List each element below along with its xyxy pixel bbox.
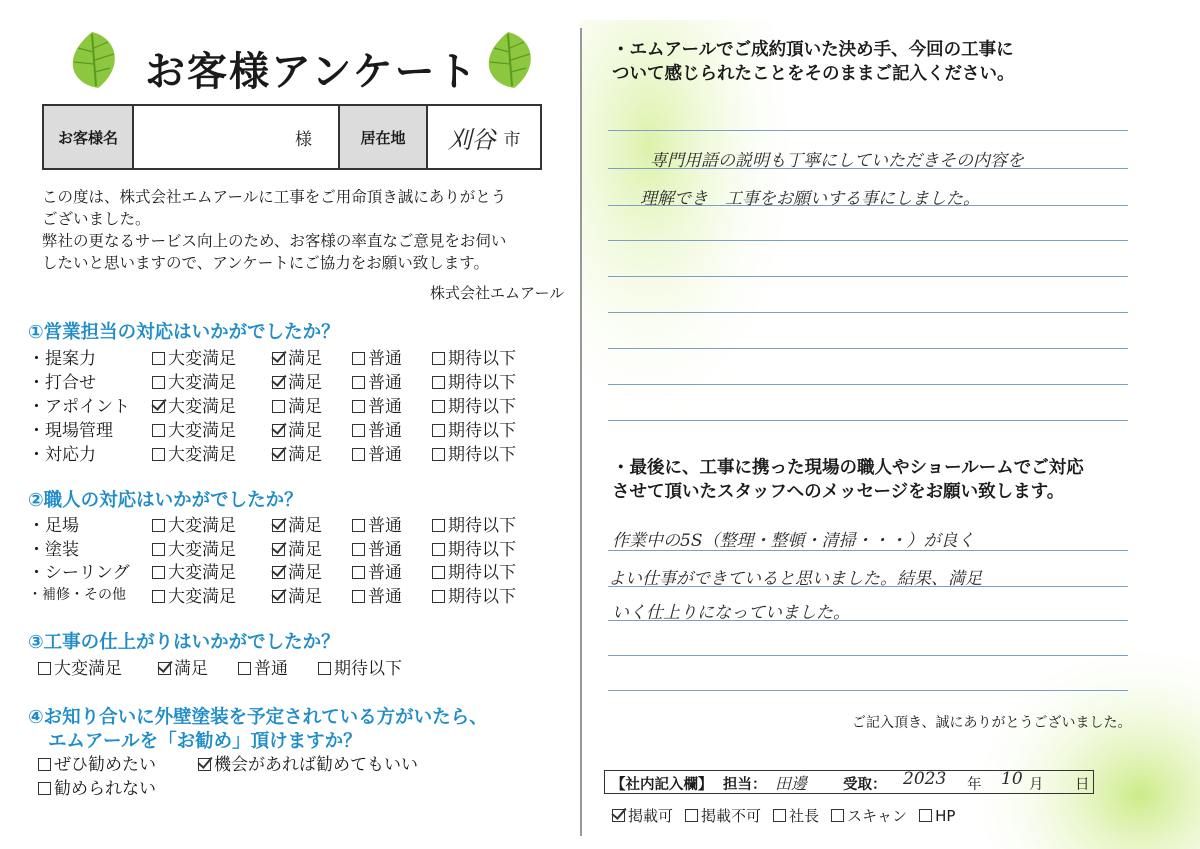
page-title: お客様アンケート: [145, 49, 479, 95]
option-checkbox[interactable]: [432, 392, 516, 417]
option-label: 普通: [254, 659, 288, 679]
option-checkbox[interactable]: [152, 582, 236, 607]
row-label: ・打合せ: [28, 373, 96, 393]
checkbox-icon[interactable]: [38, 782, 51, 795]
check-label: 掲載可: [628, 807, 674, 825]
right-q1-line2: ついて感じられたことをそのままご記入ください。: [612, 64, 1015, 84]
right-q2-line2: させて頂いたスタッフへのメッセージをお願い致します。: [612, 482, 1065, 502]
checkbox-icon[interactable]: [432, 566, 445, 579]
question-row: [28, 511, 558, 536]
customer-name-field[interactable]: [134, 106, 340, 168]
right-q1-answer-line: 理解でき 工事をお願いする事にしました。: [640, 189, 980, 209]
writing-line: [608, 240, 1128, 241]
company-name: 株式会社エムアール: [430, 284, 565, 302]
checkbox-icon[interactable]: [272, 566, 285, 579]
option-checkbox[interactable]: [318, 654, 402, 679]
publication-checks: [612, 805, 967, 826]
row-label: ・シーリング: [28, 563, 130, 583]
option-checkbox[interactable]: [152, 535, 236, 560]
publication-check[interactable]: [685, 807, 761, 825]
question-row: [28, 416, 558, 441]
q3-options: [38, 654, 568, 679]
option-label: 期待以下: [448, 397, 516, 417]
option-label: 期待以下: [448, 373, 516, 393]
writing-line: [608, 348, 1128, 349]
option-label: 満足: [174, 659, 208, 679]
option-checkbox[interactable]: [158, 654, 208, 679]
check-label: 掲載不可: [701, 807, 762, 825]
leaf-icon-left: [58, 28, 126, 92]
option-checkbox[interactable]: [432, 416, 516, 441]
q4-options-row1: [38, 750, 568, 775]
writing-line: [608, 690, 1128, 691]
checkbox-icon[interactable]: [158, 662, 171, 675]
tantou-label: 担当：: [723, 777, 767, 793]
year-value: 2023: [903, 769, 947, 789]
day-unit: 日: [1075, 777, 1090, 793]
option-checkbox[interactable]: [198, 750, 418, 775]
option-label: 期待以下: [448, 563, 516, 583]
option-checkbox[interactable]: [352, 582, 402, 607]
check-label: 社長: [789, 807, 820, 825]
intro-line: この度は、株式会社エムアールに工事をご用命頂き誠にありがとう: [42, 188, 507, 206]
right-q2-line1: ・最後に、工事に携った現場の職人やショールームでご対応: [612, 458, 1084, 478]
intro-line: 弊社の更なるサービス向上のため、お客様の率直なご意見をお伺い: [42, 232, 507, 250]
option-label: 大変満足: [168, 563, 236, 583]
checkbox-icon[interactable]: [352, 519, 365, 532]
writing-line: [608, 130, 1128, 131]
checkbox-icon[interactable]: [352, 376, 365, 389]
checkbox-icon[interactable]: [432, 400, 445, 413]
checkbox-icon[interactable]: [272, 400, 285, 413]
checkbox-icon[interactable]: [352, 352, 365, 365]
residence-field[interactable]: [428, 106, 540, 168]
option-label: 普通: [368, 539, 402, 560]
option-checkbox[interactable]: [238, 654, 288, 679]
option-label: 期待以下: [448, 539, 516, 560]
option-checkbox[interactable]: [38, 654, 122, 679]
option-label: 機会があれば勧めてもいい: [214, 755, 418, 775]
customer-info-table: [42, 104, 542, 170]
option-checkbox[interactable]: [272, 511, 322, 536]
q4-options-row2: [38, 774, 568, 799]
checkbox-icon[interactable]: [152, 376, 165, 389]
thanks-text: ご記入頂き、誠にありがとうございました。: [852, 715, 1132, 731]
option-label: 普通: [368, 349, 402, 369]
checkbox-icon[interactable]: [432, 352, 445, 365]
customer-suffix: 様: [295, 129, 312, 150]
checkbox-icon[interactable]: [272, 424, 285, 437]
option-label: 普通: [368, 563, 402, 583]
checkbox-icon[interactable]: [152, 590, 165, 603]
checkbox-icon[interactable]: [352, 424, 365, 437]
writing-line: [608, 276, 1128, 277]
option-checkbox[interactable]: [432, 582, 516, 607]
question-row: [28, 535, 558, 560]
option-checkbox[interactable]: [352, 344, 402, 369]
check-label: スキャン: [847, 807, 908, 825]
option-checkbox[interactable]: [352, 511, 402, 536]
option-checkbox[interactable]: [272, 535, 322, 560]
option-checkbox[interactable]: [272, 344, 322, 369]
option-label: 満足: [288, 586, 322, 607]
row-label: ・現場管理: [28, 421, 113, 441]
writing-line: [608, 312, 1128, 313]
row-label: ・足場: [28, 516, 79, 536]
checkbox-icon[interactable]: [152, 352, 165, 365]
option-label: 期待以下: [448, 445, 516, 465]
option-label: 満足: [288, 397, 322, 417]
option-label: 大変満足: [168, 397, 236, 417]
option-label: 大変満足: [168, 421, 236, 441]
option-label: 期待以下: [448, 421, 516, 441]
column-divider: [580, 28, 582, 836]
option-checkbox[interactable]: [432, 511, 516, 536]
publication-check[interactable]: [831, 807, 907, 825]
option-checkbox[interactable]: [432, 440, 516, 465]
checkbox-icon[interactable]: [152, 519, 165, 532]
option-checkbox[interactable]: [352, 558, 402, 583]
question-row: [28, 344, 558, 369]
customer-name-label: お客様名: [44, 106, 134, 168]
option-checkbox[interactable]: [352, 392, 402, 417]
option-label: 満足: [288, 421, 322, 441]
question-row: [28, 440, 558, 465]
checkbox-icon[interactable]: [773, 809, 786, 822]
option-label: 満足: [288, 539, 322, 560]
option-label: 満足: [288, 373, 322, 393]
option-label: 普通: [368, 516, 402, 536]
internal-use-box: [604, 770, 1094, 794]
checkbox-icon[interactable]: [38, 758, 51, 771]
checkbox-icon[interactable]: [352, 543, 365, 556]
option-label: 大変満足: [168, 516, 236, 536]
right-q1-line1: ・エムアールでご成約頂いた決め手、今回の工事に: [612, 40, 1014, 60]
month-unit: 月: [1029, 777, 1044, 793]
option-label: 勧められない: [54, 779, 156, 799]
option-checkbox[interactable]: [272, 440, 322, 465]
option-label: 満足: [288, 349, 322, 369]
check-label: HP: [935, 807, 956, 825]
intro-line: したいと思いますので、アンケートにご協力をお願い致します。: [42, 254, 490, 272]
right-q2-answer-line: 作業中の5S（整理・整頓・清掃・・・）が良く: [612, 531, 975, 551]
option-checkbox[interactable]: [152, 344, 236, 369]
checkbox-icon[interactable]: [919, 809, 932, 822]
option-checkbox[interactable]: [272, 582, 322, 607]
option-label: 期待以下: [448, 586, 516, 607]
residence-label: 居在地: [340, 106, 428, 168]
row-label: ・提案力: [28, 349, 96, 369]
checkbox-icon[interactable]: [831, 809, 844, 822]
uketori-label: 受取：: [843, 777, 887, 793]
option-checkbox[interactable]: [272, 416, 322, 441]
publication-check[interactable]: [773, 807, 819, 825]
option-checkbox[interactable]: [38, 774, 156, 799]
checkbox-icon[interactable]: [272, 519, 285, 532]
checkbox-icon[interactable]: [152, 424, 165, 437]
option-checkbox[interactable]: [272, 368, 322, 393]
option-label: 大変満足: [168, 445, 236, 465]
option-checkbox[interactable]: [152, 440, 236, 465]
option-label: 大変満足: [54, 659, 122, 679]
q4-title-line2: エムアールを「お勧め」頂けますか？: [48, 731, 362, 752]
option-checkbox[interactable]: [352, 535, 402, 560]
option-checkbox[interactable]: [352, 416, 402, 441]
option-checkbox[interactable]: [352, 440, 402, 465]
option-label: 普通: [368, 397, 402, 417]
writing-line: [608, 420, 1128, 421]
row-label: ・対応力: [28, 445, 96, 465]
option-checkbox[interactable]: [272, 392, 322, 417]
residence-value: 刈谷: [447, 125, 496, 154]
option-label: 大変満足: [168, 349, 236, 369]
checkbox-icon[interactable]: [432, 590, 445, 603]
option-checkbox[interactable]: [152, 368, 236, 393]
option-label: 大変満足: [168, 586, 236, 607]
residence-suffix: 市: [503, 129, 521, 150]
checkbox-icon[interactable]: [352, 590, 365, 603]
checkbox-icon[interactable]: [272, 376, 285, 389]
internal-label: 【社内記入欄】: [611, 777, 713, 793]
row-label: ・補修・その他: [28, 586, 126, 603]
option-checkbox[interactable]: [432, 344, 516, 369]
checkbox-icon[interactable]: [152, 400, 165, 413]
option-label: 満足: [288, 563, 322, 583]
checkbox-icon[interactable]: [352, 566, 365, 579]
option-label: 期待以下: [448, 349, 516, 369]
option-label: 大変満足: [168, 539, 236, 560]
option-checkbox[interactable]: [38, 750, 156, 775]
q4-title-line1: ④お知り合いに外壁塗装を予定されている方がいたら、: [28, 707, 488, 728]
option-label: 普通: [368, 586, 402, 607]
checkbox-icon[interactable]: [238, 662, 251, 675]
checkbox-icon[interactable]: [612, 809, 625, 822]
option-label: ぜひ勧めたい: [54, 755, 156, 775]
checkbox-icon[interactable]: [152, 566, 165, 579]
checkbox-icon[interactable]: [272, 590, 285, 603]
question-row: [28, 392, 558, 417]
writing-line: [608, 655, 1128, 656]
option-checkbox[interactable]: [152, 416, 236, 441]
option-checkbox[interactable]: [152, 558, 236, 583]
checkbox-icon[interactable]: [38, 662, 51, 675]
q1-title: ①営業担当の対応はいかがでしたか？: [28, 322, 340, 343]
option-label: 満足: [288, 445, 322, 465]
intro-line: ございました。: [42, 210, 151, 228]
checkbox-icon[interactable]: [152, 543, 165, 556]
checkbox-icon[interactable]: [272, 448, 285, 461]
leaf-icon-right: [474, 28, 542, 92]
checkbox-icon[interactable]: [152, 448, 165, 461]
checkbox-icon[interactable]: [272, 352, 285, 365]
option-label: 普通: [368, 373, 402, 393]
checkbox-icon[interactable]: [432, 448, 445, 461]
option-label: 満足: [288, 516, 322, 536]
q3-title: ③工事の仕上がりはいかがでしたか？: [28, 632, 340, 653]
checkbox-icon[interactable]: [198, 758, 211, 771]
checkbox-icon[interactable]: [352, 448, 365, 461]
option-label: 期待以下: [334, 659, 402, 679]
year-unit: 年: [967, 777, 982, 793]
option-checkbox[interactable]: [432, 535, 516, 560]
checkbox-icon[interactable]: [432, 543, 445, 556]
option-checkbox[interactable]: [352, 368, 402, 393]
checkbox-icon[interactable]: [685, 809, 698, 822]
checkbox-icon[interactable]: [352, 400, 365, 413]
checkbox-icon[interactable]: [432, 519, 445, 532]
option-checkbox[interactable]: [432, 368, 516, 393]
checkbox-icon[interactable]: [432, 376, 445, 389]
row-label: ・アポイント: [28, 397, 130, 417]
tantou-value: 田邊: [775, 774, 808, 793]
option-label: 期待以下: [448, 516, 516, 536]
intro-text: [42, 186, 506, 274]
publication-check[interactable]: [612, 807, 673, 825]
option-checkbox[interactable]: [272, 558, 322, 583]
checkbox-icon[interactable]: [318, 662, 331, 675]
option-label: 普通: [368, 445, 402, 465]
right-q2-answer-line: いく仕上りになっていました。: [612, 603, 850, 623]
publication-check[interactable]: [919, 807, 955, 825]
row-label: ・塗装: [28, 539, 79, 560]
writing-line: [608, 384, 1128, 385]
option-checkbox[interactable]: [152, 392, 236, 417]
option-label: 普通: [368, 421, 402, 441]
month-value: 10: [1001, 769, 1023, 789]
option-checkbox[interactable]: [432, 558, 516, 583]
q2-title: ②職人の対応はいかがでしたか？: [28, 490, 303, 511]
question-row: [28, 582, 558, 607]
question-row: [28, 368, 558, 393]
right-q2-answer-line: よい仕事ができていると思いました。結果、満足: [608, 569, 982, 589]
checkbox-icon[interactable]: [432, 424, 445, 437]
right-q1-answer-line: 専門用語の説明も丁寧にしていただきその内容を: [650, 151, 1024, 171]
option-checkbox[interactable]: [152, 511, 236, 536]
question-row: [28, 558, 558, 583]
checkbox-icon[interactable]: [272, 543, 285, 556]
option-label: 大変満足: [168, 373, 236, 393]
